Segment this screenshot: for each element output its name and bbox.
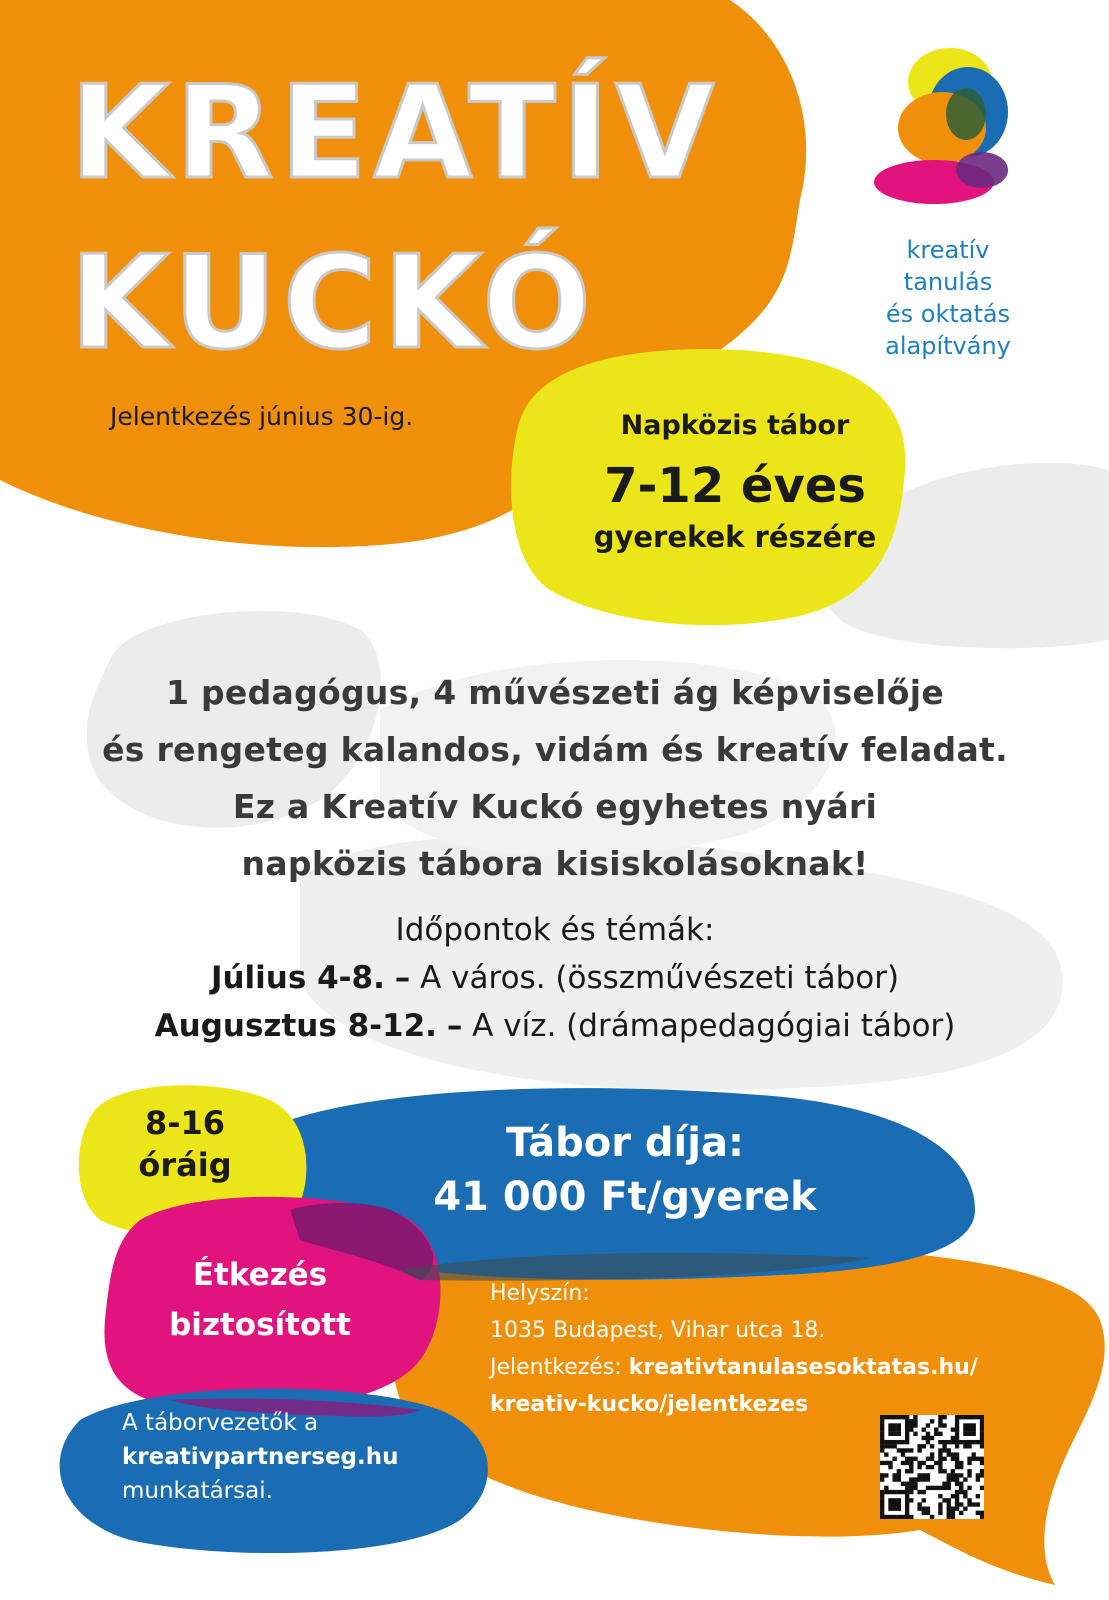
fee bbox=[360, 1116, 890, 1224]
foundation-name-line-3: és oktatás bbox=[885, 300, 1011, 328]
date-item-2 bbox=[40, 1008, 1070, 1044]
date-item-2-theme: A víz. (drámapedagógiai tábor) bbox=[472, 1008, 956, 1044]
meals bbox=[130, 1250, 390, 1350]
date-item-2-date: Augusztus 8-12. bbox=[154, 1008, 437, 1044]
location-label: Helyszín: bbox=[490, 1281, 590, 1306]
signup-line bbox=[490, 1349, 1050, 1386]
date-item-2-dash: – bbox=[446, 1008, 463, 1044]
hours-line-1: 8-16 bbox=[144, 1104, 226, 1142]
signup-link-part-2[interactable]: kreativ-kucko/jelentkezes bbox=[490, 1392, 809, 1417]
signup-label: Jelentkezés: bbox=[490, 1355, 622, 1380]
date-item-1-dash: – bbox=[394, 960, 411, 996]
title-line-2: KUCKÓ bbox=[70, 229, 598, 378]
title-line-1: KREATÍV bbox=[70, 59, 721, 208]
camp-audience: gyerekek részére bbox=[593, 520, 877, 554]
date-item-1 bbox=[40, 960, 1070, 996]
hours-line-2: óráig bbox=[138, 1146, 232, 1184]
camp-type: Napközis tábor bbox=[620, 410, 850, 441]
location-info bbox=[490, 1275, 1050, 1423]
foundation-name-line-2: tanulás bbox=[903, 268, 993, 296]
leaders-line-1: A táborvezetők a bbox=[122, 1410, 319, 1436]
signup-deadline: Jelentkezés június 30-ig. bbox=[110, 402, 414, 431]
fee-label: Tábor díja: bbox=[506, 1120, 744, 1166]
description-line-1: 1 pedagógus, 4 művészeti ág képviselője bbox=[165, 673, 945, 712]
meals-line-1: Étkezés bbox=[192, 1257, 328, 1293]
location-address: 1035 Budapest, Vihar utca 18. bbox=[490, 1318, 826, 1343]
foundation-name bbox=[858, 234, 1038, 362]
qr-code-icon[interactable] bbox=[880, 1415, 984, 1519]
leaders-line-3: munkatársai. bbox=[122, 1478, 273, 1504]
camp-age: 7-12 éves bbox=[604, 458, 866, 514]
description-line-4: napközis tábora kisiskolásoknak! bbox=[241, 844, 869, 883]
meals-line-2: biztosított bbox=[169, 1307, 351, 1343]
signup-link-part-1[interactable]: kreativtanulasesoktatas.hu/ bbox=[628, 1355, 978, 1380]
date-item-1-date: Július 4-8. bbox=[210, 960, 385, 996]
description-line-3: Ez a Kreatív Kuckó egyhetes nyári bbox=[232, 787, 878, 826]
date-item-1-theme: A város. (összművészeti tábor) bbox=[420, 960, 900, 996]
dates-heading: Időpontok és témák: bbox=[395, 912, 715, 948]
description bbox=[40, 664, 1070, 892]
leaders-info bbox=[122, 1406, 482, 1508]
description-line-2: és rengeteg kalandos, vidám és kreatív feladat. bbox=[102, 730, 1008, 769]
foundation-name-line-4: alapítvány bbox=[885, 332, 1011, 360]
hours bbox=[110, 1102, 260, 1186]
fee-value: 41 000 Ft/gyerek bbox=[433, 1174, 817, 1220]
foundation-logo-icon bbox=[872, 42, 1022, 212]
leaders-site-link[interactable]: kreativpartnerseg.hu bbox=[122, 1444, 399, 1470]
foundation-name-line-1: kreatív bbox=[906, 236, 990, 264]
